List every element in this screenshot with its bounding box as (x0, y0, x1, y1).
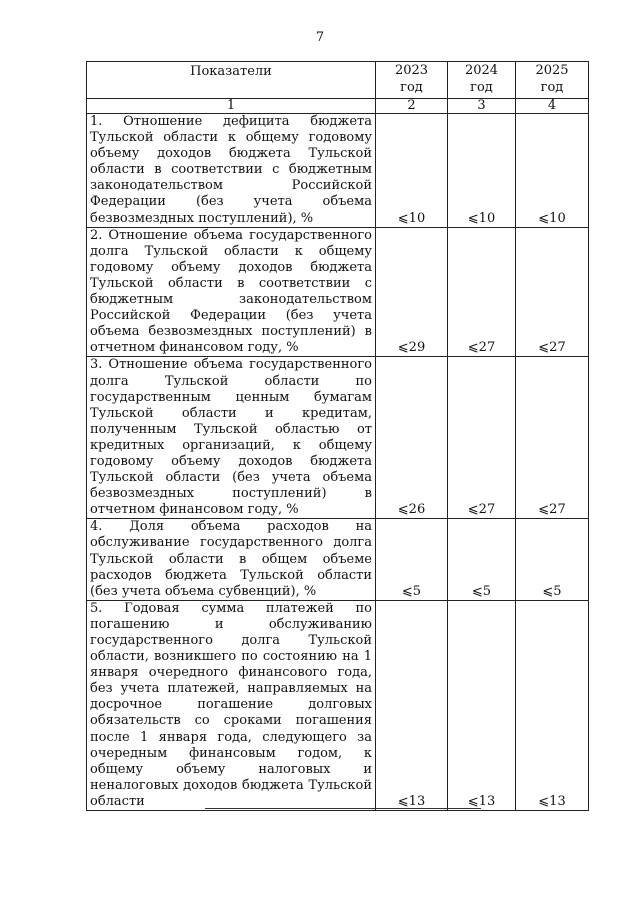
column-number-row (87, 99, 589, 114)
value-2024: ⩽27 (448, 357, 516, 519)
header-year-2023: 2023 год (376, 62, 448, 99)
indicator-text: 3. Отношение объема государственного долга Тульской области по государственным ценным бумагам Тульской области и кредитам, полученным Тульской областью от кредитных организаций, к общему годовому объему доходов бюджета Тульской области (без учета объема безвозмездных поступлений) в отчетном финансовом году, % (87, 357, 376, 519)
value-2025: ⩽5 (516, 519, 589, 600)
value-2023: ⩽13 (376, 600, 448, 810)
table-row (87, 519, 589, 600)
value-2025: ⩽27 (516, 227, 589, 357)
indicator-text: 5. Годовая сумма платежей по погашению и обслуживанию государственного долга Тульской области, возникшего по состоянию на 1 января очередного финансового года, без учета платежей, направляемых на досрочное погашение долговых обязательств со сроками погашения после 1 января года, следующего за очередным финансовым годом, к общему объему налоговых и неналоговых доходов бюджета Тульской области (87, 600, 376, 810)
indicators-table (86, 61, 589, 811)
column-number: 2 (376, 99, 448, 114)
value-2023: ⩽5 (376, 519, 448, 600)
table-header-row (87, 62, 589, 99)
table-row (87, 357, 589, 519)
indicator-text: 1. Отношение дефицита бюджета Тульской области к общему годовому объему доходов бюджета Тульской области в соответствии с бюджетным законодательством Российской Федерации (без учета объема безвозмездных поступлений), % (87, 114, 376, 228)
column-number: 4 (516, 99, 589, 114)
value-2024: ⩽27 (448, 227, 516, 357)
table-row (87, 114, 589, 228)
value-2025: ⩽10 (516, 114, 589, 228)
value-2024: ⩽5 (448, 519, 516, 600)
header-year-2024: 2024 год (448, 62, 516, 99)
value-2023: ⩽26 (376, 357, 448, 519)
page-number: 7 (315, 30, 325, 45)
value-2025: ⩽27 (516, 357, 589, 519)
table-row (87, 600, 589, 810)
value-2023: ⩽29 (376, 227, 448, 357)
bottom-divider (205, 808, 481, 809)
header-year-2025: 2025 год (516, 62, 589, 99)
header-indicators: Показатели (87, 62, 376, 99)
column-number: 3 (448, 99, 516, 114)
indicator-text: 4. Доля объема расходов на обслуживание государственного долга Тульской области в общем объеме расходов бюджета Тульской области (без учета объема субвенций), % (87, 519, 376, 600)
column-number: 1 (87, 99, 376, 114)
value-2025: ⩽13 (516, 600, 589, 810)
indicator-text: 2. Отношение объема государственного долга Тульской области к общему годовому объему доходов бюджета Тульской области в соответствии с бюджетным законодательством Российской Федерации (без учета объема безвозмездных поступлений) в отчетном финансовом году, % (87, 227, 376, 357)
value-2024: ⩽13 (448, 600, 516, 810)
value-2024: ⩽10 (448, 114, 516, 228)
table-row (87, 227, 589, 357)
value-2023: ⩽10 (376, 114, 448, 228)
